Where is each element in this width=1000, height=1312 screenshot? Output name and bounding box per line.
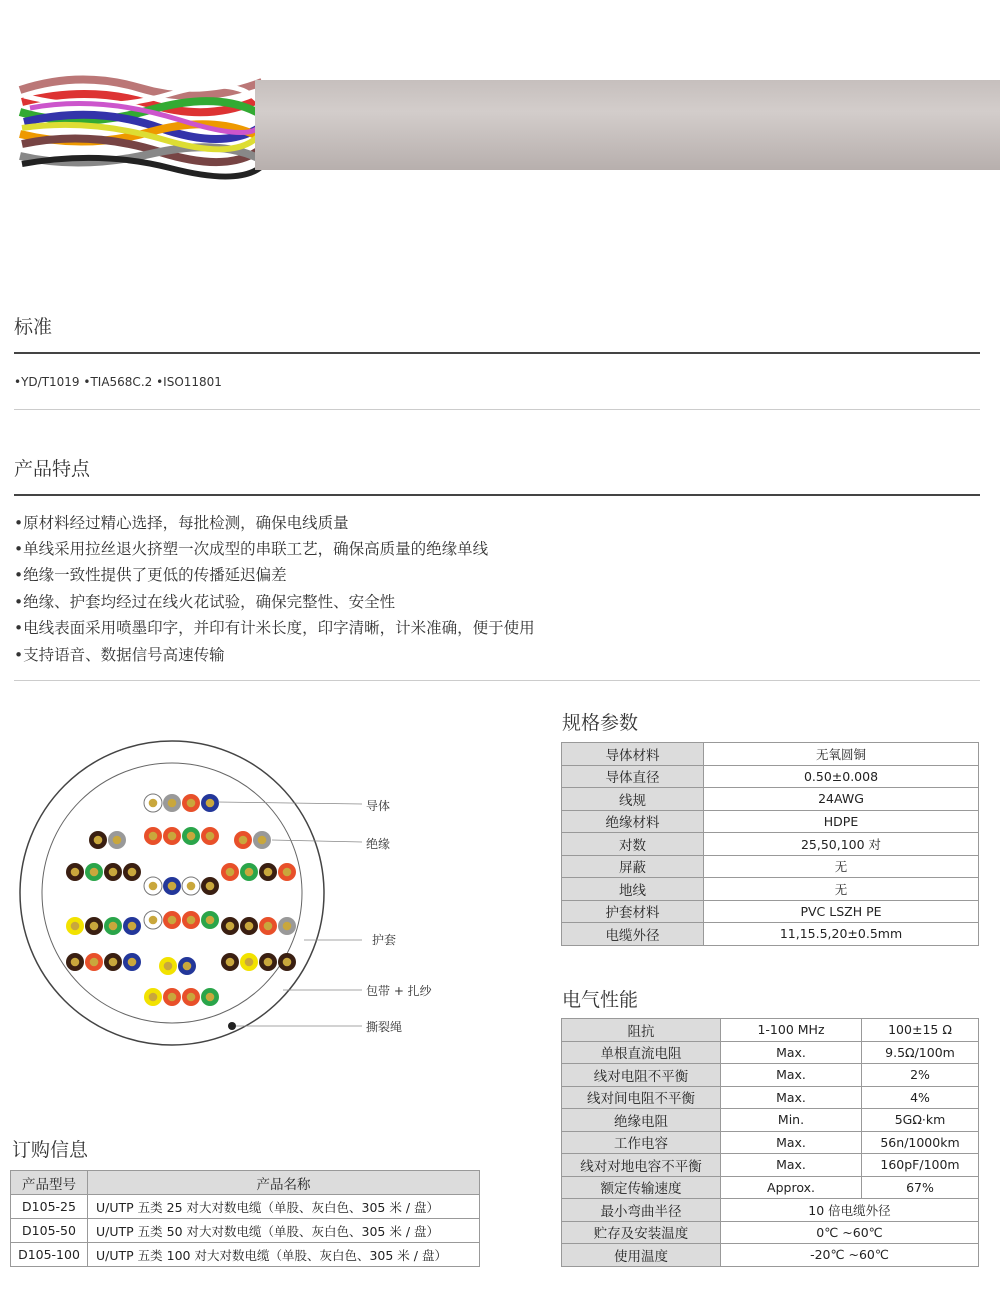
wire-conductor: [264, 958, 273, 967]
features-title: 产品特点: [14, 458, 91, 480]
electrical-table: [561, 1018, 979, 1267]
cable-jacket: [255, 80, 1000, 170]
wire-conductor: [206, 799, 215, 808]
spec-value: 无氧圆铜: [704, 743, 979, 766]
wire-conductor: [168, 799, 177, 808]
wire-conductor: [109, 958, 118, 967]
order-row: [11, 1219, 480, 1243]
order-name: U/UTP 五类 100 对大对数电缆（单股、灰白色、305 米 / 盘）: [88, 1243, 480, 1267]
spec-value: 0.50±0.008: [704, 765, 979, 788]
electrical-key: 线对电阻不平衡: [562, 1064, 721, 1087]
wire-conductor: [113, 836, 122, 845]
divider: [14, 352, 980, 354]
electrical-row: [562, 1221, 979, 1244]
spec-value: HDPE: [704, 810, 979, 833]
wire-conductor: [168, 916, 177, 925]
electrical-row: [562, 1109, 979, 1132]
spec-key: 导体直径: [562, 765, 704, 788]
electrical-condition: Approx.: [721, 1176, 862, 1199]
spec-value: 无: [704, 878, 979, 901]
electrical-row: [562, 1086, 979, 1109]
wire-conductor: [109, 922, 118, 931]
electrical-value: 10 倍电缆外径: [721, 1199, 979, 1222]
electrical-title: 电气性能: [562, 989, 639, 1011]
wire-conductor: [187, 993, 196, 1002]
specs-title: 规格参数: [562, 712, 639, 734]
wire-conductor: [258, 836, 267, 845]
electrical-row: [562, 1154, 979, 1177]
electrical-value: 9.5Ω/100m: [862, 1041, 979, 1064]
wire-conductor: [245, 922, 254, 931]
standard-title: 标准: [14, 316, 53, 338]
wire-conductor: [149, 832, 158, 841]
electrical-value: 5GΩ·km: [862, 1109, 979, 1132]
wire-conductor: [206, 916, 215, 925]
specs-row: [562, 765, 979, 788]
wire-conductor: [283, 958, 292, 967]
electrical-key: 绝缘电阻: [562, 1109, 721, 1132]
spec-key: 屏蔽: [562, 855, 704, 878]
wire-conductor: [187, 916, 196, 925]
wire-conductor: [226, 922, 235, 931]
wire-conductor: [71, 922, 80, 931]
order-name: U/UTP 五类 50 对大对数电缆（单股、灰白色、305 米 / 盘）: [88, 1219, 480, 1243]
order-header-row: [11, 1171, 480, 1195]
wire-conductor: [206, 832, 215, 841]
spec-key: 线规: [562, 788, 704, 811]
spec-key: 绝缘材料: [562, 810, 704, 833]
spec-key: 地线: [562, 878, 704, 901]
label-tape: 包带 + 扎纱: [366, 984, 432, 998]
label-conductor: 导体: [366, 799, 391, 813]
wire-conductor: [149, 916, 158, 925]
wire-conductor: [90, 922, 99, 931]
electrical-row: [562, 1244, 979, 1267]
wire-conductor: [94, 836, 103, 845]
electrical-key: 贮存及安装温度: [562, 1221, 721, 1244]
specs-table: [561, 742, 979, 946]
order-row: [11, 1195, 480, 1219]
specs-row: [562, 833, 979, 856]
wire-conductor: [206, 882, 215, 891]
spec-value: 11,15.5,20±0.5mm: [704, 923, 979, 946]
electrical-key: 额定传输速度: [562, 1176, 721, 1199]
electrical-row: [562, 1176, 979, 1199]
spec-key: 导体材料: [562, 743, 704, 766]
wire-conductor: [239, 836, 248, 845]
wire-conductor: [264, 868, 273, 877]
feature-item: •原材料经过精心选择，每批检测，确保电线质量: [14, 514, 349, 532]
wire-conductor: [109, 868, 118, 877]
electrical-key: 阻抗: [562, 1019, 721, 1042]
wire-conductor: [128, 868, 137, 877]
electrical-condition: Max.: [721, 1154, 862, 1177]
electrical-key: 使用温度: [562, 1244, 721, 1267]
divider: [14, 494, 980, 496]
feature-item: •绝缘一致性提供了更低的传播延迟偏差: [14, 566, 287, 584]
wire-conductor: [187, 882, 196, 891]
electrical-row: [562, 1199, 979, 1222]
wire-conductor: [90, 868, 99, 877]
wire-conductor: [206, 993, 215, 1002]
wire-conductor: [168, 882, 177, 891]
order-header: 产品名称: [88, 1171, 480, 1195]
spec-value: 无: [704, 855, 979, 878]
order-header: 产品型号: [11, 1171, 88, 1195]
electrical-value: 0℃ ~60℃: [721, 1221, 979, 1244]
wire-conductor: [168, 993, 177, 1002]
label-ripcord: 撕裂绳: [366, 1020, 403, 1034]
wire-conductor: [149, 799, 158, 808]
label-insulation: 绝缘: [366, 837, 391, 851]
wire-conductor: [187, 832, 196, 841]
electrical-condition: Min.: [721, 1109, 862, 1132]
spec-key: 护套材料: [562, 900, 704, 923]
wire-conductor: [187, 799, 196, 808]
wire-conductor: [149, 882, 158, 891]
wire-conductor: [283, 922, 292, 931]
electrical-value: 56n/1000km: [862, 1131, 979, 1154]
wire-conductor: [128, 958, 137, 967]
electrical-value: 160pF/100m: [862, 1154, 979, 1177]
specs-row: [562, 810, 979, 833]
electrical-key: 线对间电阻不平衡: [562, 1086, 721, 1109]
electrical-key: 线对对地电容不平衡: [562, 1154, 721, 1177]
order-row: [11, 1243, 480, 1267]
electrical-condition: Max.: [721, 1064, 862, 1087]
electrical-key: 单根直流电阻: [562, 1041, 721, 1064]
electrical-value: 100±15 Ω: [862, 1019, 979, 1042]
wire-conductor: [183, 962, 192, 971]
feature-item: •电线表面采用喷墨印字，并印有计米长度，印字清晰，计米准确，便于使用: [14, 619, 535, 637]
electrical-row: [562, 1131, 979, 1154]
electrical-key: 最小弯曲半径: [562, 1199, 721, 1222]
order-model: D105-50: [11, 1219, 88, 1243]
electrical-value: 4%: [862, 1086, 979, 1109]
order-model: D105-100: [11, 1243, 88, 1267]
feature-item: •绝缘、护套均经过在线火花试验，确保完整性、安全性: [14, 593, 396, 611]
standard-list: •YD/T1019 •TIA568C.2 •ISO11801: [14, 375, 222, 389]
wire-conductor: [264, 922, 273, 931]
wire-conductor: [149, 993, 158, 1002]
spec-key: 电缆外径: [562, 923, 704, 946]
electrical-condition: Max.: [721, 1131, 862, 1154]
electrical-condition: 1-100 MHz: [721, 1019, 862, 1042]
spec-value: 24AWG: [704, 788, 979, 811]
cable-wires: [20, 79, 262, 176]
order-table: [10, 1170, 480, 1267]
divider: [14, 409, 980, 410]
divider: [14, 680, 980, 681]
ripcord-marker: [228, 1022, 236, 1030]
specs-row: [562, 900, 979, 923]
wire-conductor: [245, 958, 254, 967]
specs-row: [562, 743, 979, 766]
electrical-row: [562, 1064, 979, 1087]
electrical-row: [562, 1041, 979, 1064]
electrical-row: [562, 1019, 979, 1042]
order-name: U/UTP 五类 25 对大对数电缆（单股、灰白色、305 米 / 盘）: [88, 1195, 480, 1219]
feature-item: •支持语音、数据信号高速传输: [14, 646, 225, 664]
wire-conductor: [71, 868, 80, 877]
electrical-key: 工作电容: [562, 1131, 721, 1154]
electrical-value: 67%: [862, 1176, 979, 1199]
cable-photo: [0, 60, 1000, 200]
specs-row: [562, 923, 979, 946]
specs-row: [562, 855, 979, 878]
order-title: 订购信息: [12, 1139, 89, 1161]
spec-key: 对数: [562, 833, 704, 856]
specs-row: [562, 788, 979, 811]
electrical-value: 2%: [862, 1064, 979, 1087]
wire-conductor: [226, 868, 235, 877]
wire-conductor: [226, 958, 235, 967]
wire-conductor: [283, 868, 292, 877]
electrical-condition: Max.: [721, 1041, 862, 1064]
wire-conductor: [164, 962, 173, 971]
order-model: D105-25: [11, 1195, 88, 1219]
wire-conductor: [245, 868, 254, 877]
label-jacket: 护套: [372, 933, 397, 947]
wire-conductor: [168, 832, 177, 841]
electrical-condition: Max.: [721, 1086, 862, 1109]
wire-conductor: [128, 922, 137, 931]
wire-conductor: [71, 958, 80, 967]
feature-item: •单线采用拉丝退火挤塑一次成型的串联工艺，确保高质量的绝缘单线: [14, 540, 489, 558]
spec-value: 25,50,100 对: [704, 833, 979, 856]
spec-value: PVC LSZH PE: [704, 900, 979, 923]
wire-conductor: [90, 958, 99, 967]
electrical-value: -20℃ ~60℃: [721, 1244, 979, 1267]
specs-row: [562, 878, 979, 901]
